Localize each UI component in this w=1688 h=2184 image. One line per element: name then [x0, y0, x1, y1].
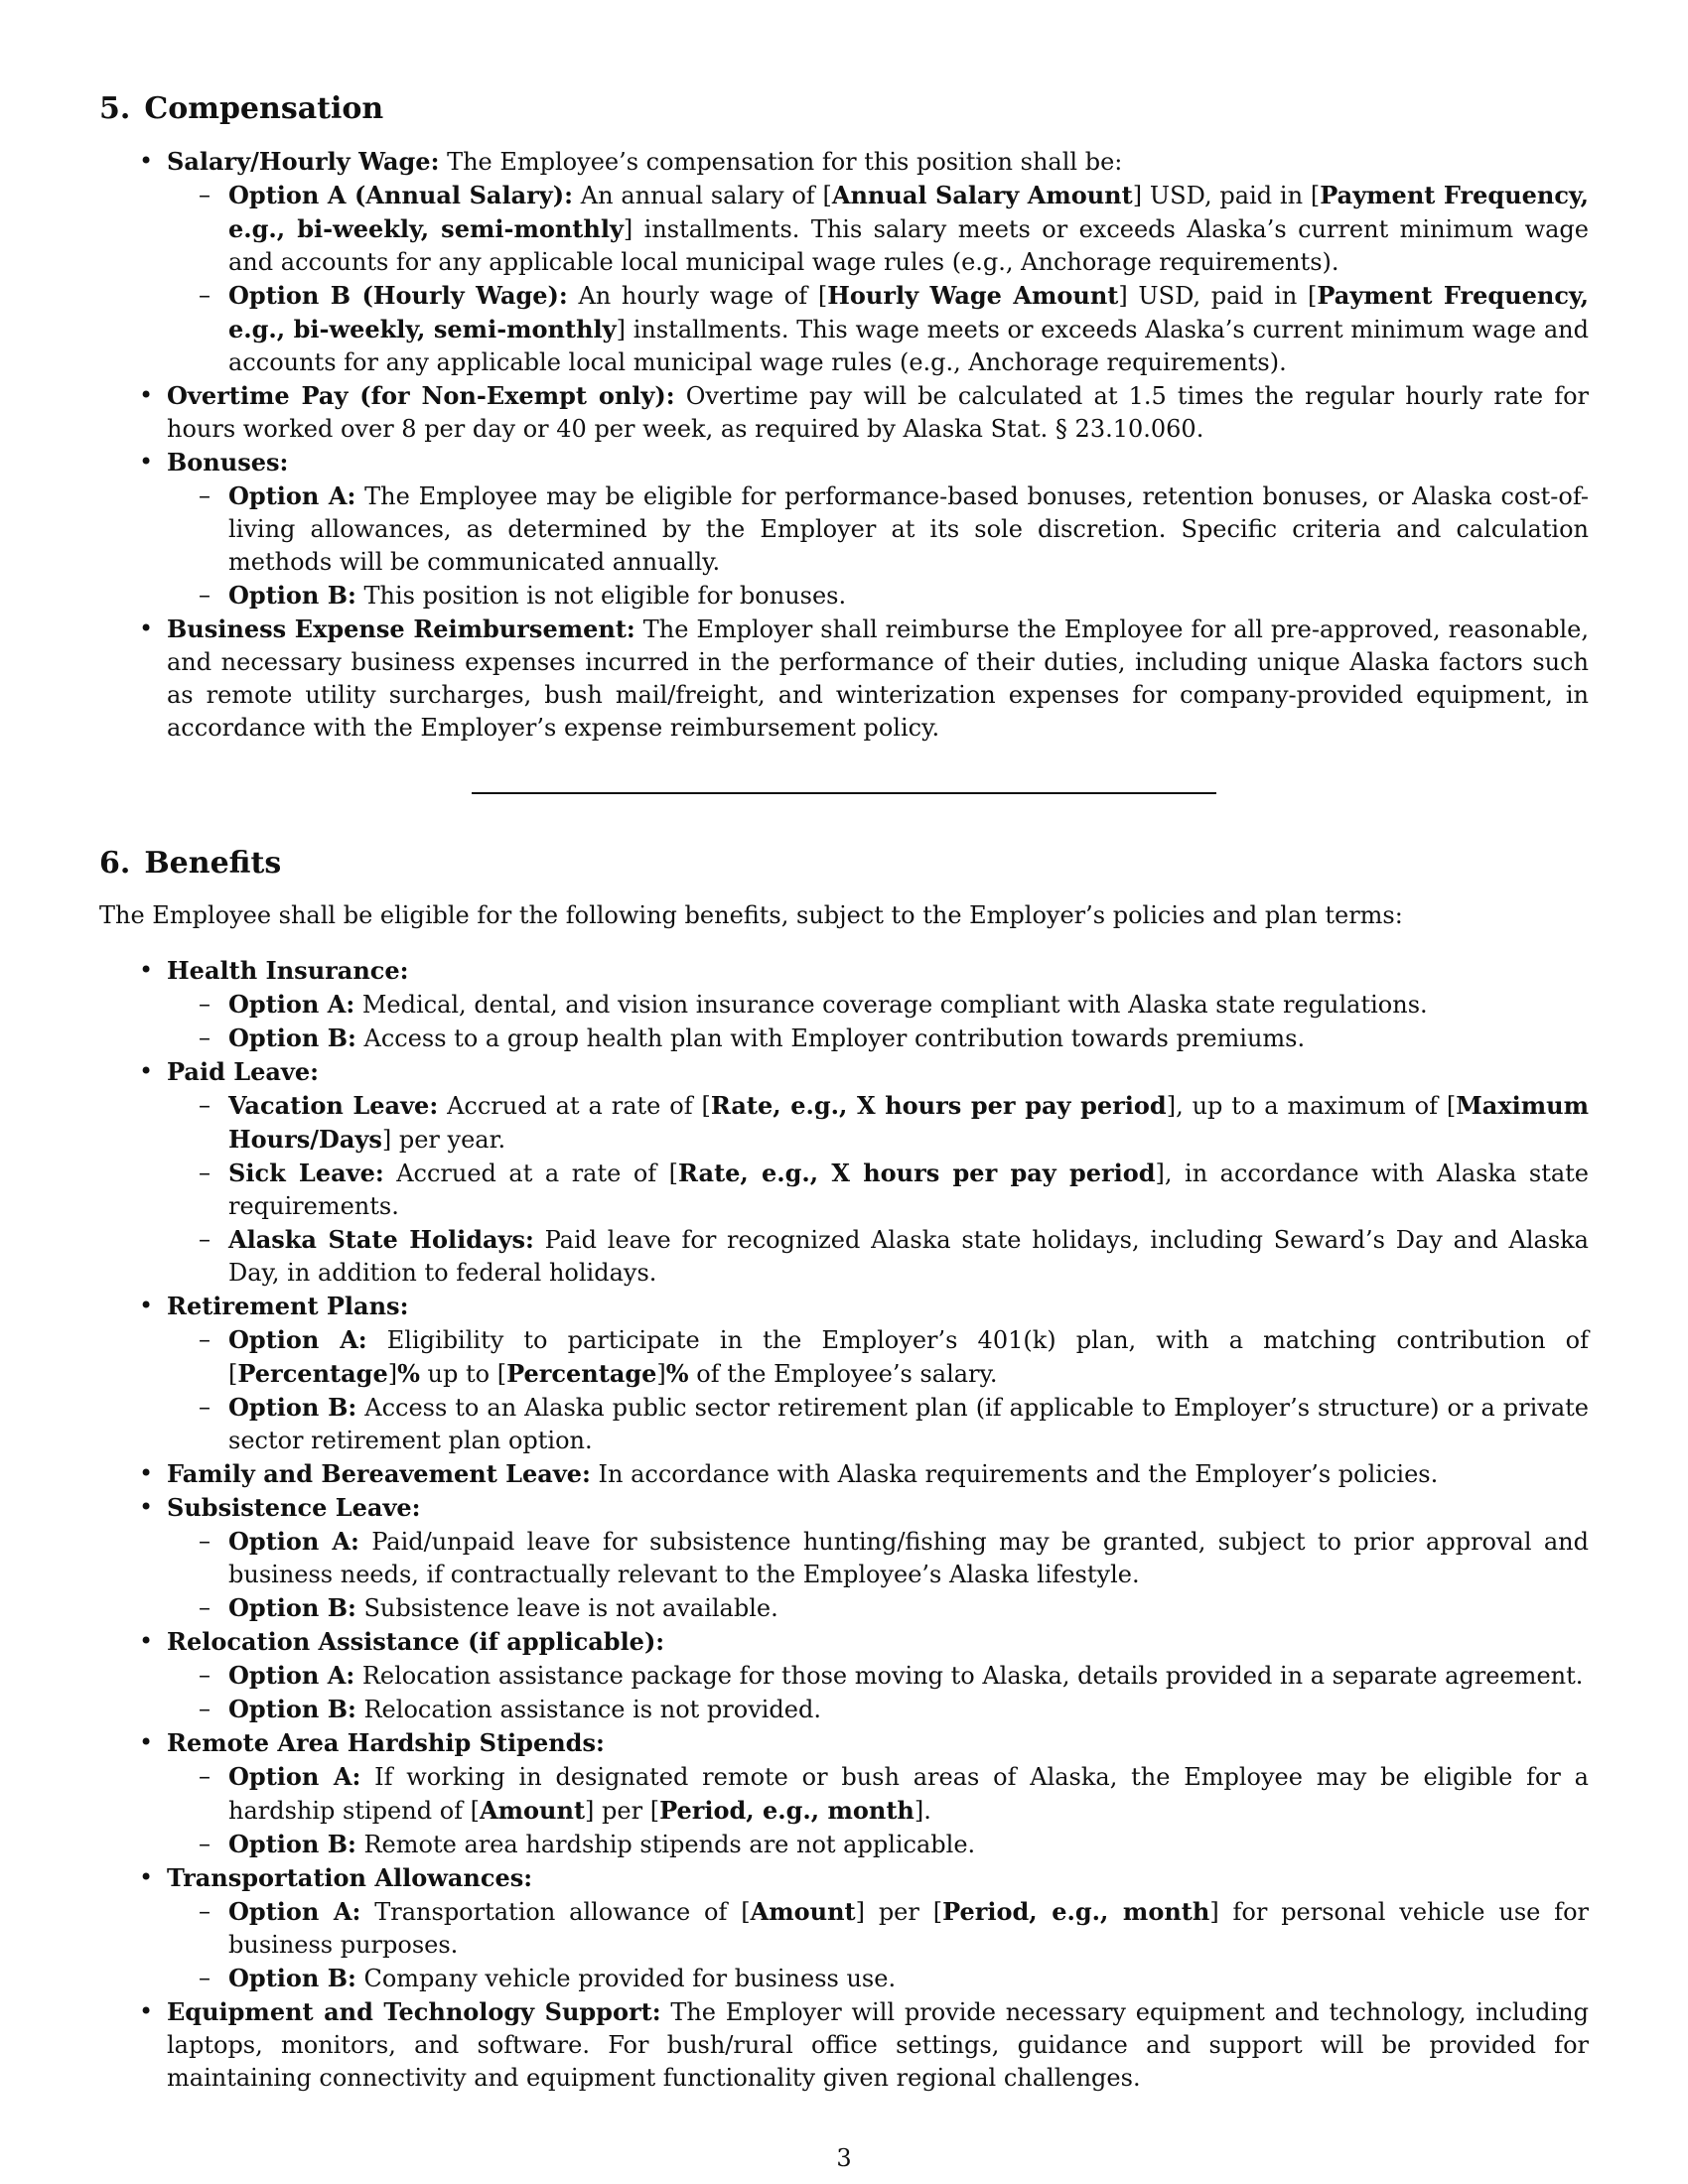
relocation-option-a: – Option A: Relocation assistance package for those moving to Alaska, details provided in a separate agreement.: [228, 1659, 1589, 1693]
benefits-list: [99, 954, 1589, 2095]
list-item-health: • Health Insurance: – Option A: Medical, dental, and vision insurance coverage compliant with Alaska state regulations. – Option B: Access to a group health plan with Employer contribution towards premiums.: [167, 954, 1589, 1055]
section-heading-benefits: 6. Benefits: [99, 846, 282, 881]
bonus-options: [167, 479, 1589, 613]
list-item-subsistence: • Subsistence Leave: – Option A: Paid/unpaid leave for subsistence hunting/fishing may be granted, subject to prior approval and business needs, if contractually relevant to the Employee’s Alaska lifestyle. – Option B: Subsistence leave is not available.: [167, 1491, 1589, 1625]
list-item-expense: • Business Expense Reimbursement: The Employer shall reimburse the Employee for all pre-approved, reasonable, and necessary business expenses incurred in the performance of their duties, including unique Alaska factors such as remote utility surcharges, bush mail/freight, and winterization expenses for company-provided equipment, in accordance with the Employer’s expense reimbursement policy.: [167, 613, 1589, 745]
sick-leave: – Sick Leave: Accrued at a rate of [Rate, e.g., X hours per pay period], in accordance with Alaska state requirements.: [228, 1157, 1589, 1223]
bonus-option-a: – Option A: The Employee may be eligible for performance-based bonuses, retention bonuses, or Alaska cost-of-living allowances, as determined by the Employer at its sole discretion. Specific criteria and calculation methods will be communicated annually.: [228, 479, 1589, 579]
horizontal-divider: [472, 792, 1216, 794]
transport-option-a: – Option A: Transportation allowance of [Amount] per [Period, e.g., month] for personal vehicle use for business purposes.: [228, 1895, 1589, 1962]
vacation-leave: – Vacation Leave: Accrued at a rate of [Rate, e.g., X hours per pay period], up to a maximum of [Maximum Hours/Days] per year.: [228, 1089, 1589, 1157]
compensation-list: [99, 145, 1589, 745]
list-item-bonuses: • Bonuses: – Option A: The Employee may be eligible for performance-based bonuses, retention bonuses, or Alaska cost-of-living allowances, as determined by the Employer at its sole discretion. Specific criteria and calculation methods will be communicated annually. – Option B: This position is not eligible for bonuses.: [167, 446, 1589, 613]
state-holidays: – Alaska State Holidays: Paid leave for recognized Alaska state holidays, including Seward’s Day and Alaska Day, in addition to federal holidays.: [228, 1223, 1589, 1290]
list-item-salary: • Salary/Hourly Wage: The Employee’s compensation for this position shall be: – Option A (Annual Salary): An annual salary of [Annual Salary Amount] USD, paid in [Payment Frequency, e.g., bi-weekly, semi-monthly] installments. This salary meets or exceeds Alaska’s current minimum wage and accounts for any applicable local municipal wage rules (e.g., Anchorage requirements). – Option B (Hourly Wage): An hourly wage of [Hourly Wage Amount] USD, paid in [Payment Frequency, e.g., bi-weekly, semi-monthly] installments. This wage meets or exceeds Alaska’s current minimum wage and accounts for any applicable local municipal wage rules (e.g., Anchorage requirements).: [167, 145, 1589, 379]
list-item-family-leave: • Family and Bereavement Leave: In accordance with Alaska requirements and the Employer’s policies.: [167, 1457, 1589, 1491]
list-item-relocation: • Relocation Assistance (if applicable): – Option A: Relocation assistance package for those moving to Alaska, details provided in a separate agreement. – Option B: Relocation assistance is not provided.: [167, 1625, 1589, 1726]
salary-option-b: – Option B (Hourly Wage): An hourly wage of [Hourly Wage Amount] USD, paid in [Payment Frequency, e.g., bi-weekly, semi-monthly] installments. This wage meets or exceeds Alaska’s current minimum wage and accounts for any applicable local municipal wage rules (e.g., Anchorage requirements).: [228, 279, 1589, 379]
section-heading-compensation: 5. Compensation: [99, 91, 384, 126]
subsistence-option-b: – Option B: Subsistence leave is not available.: [228, 1591, 1589, 1625]
list-item-overtime: • Overtime Pay (for Non-Exempt only): Overtime pay will be calculated at 1.5 times the regular hourly rate for hours worked over 8 per day or 40 per week, as required by Alaska Stat. § 23.10.060.: [167, 379, 1589, 446]
health-option-b: – Option B: Access to a group health plan with Employer contribution towards premiums.: [228, 1022, 1589, 1055]
subsistence-option-a: – Option A: Paid/unpaid leave for subsistence hunting/fishing may be granted, subject to prior approval and business needs, if contractually relevant to the Employee’s Alaska lifestyle.: [228, 1525, 1589, 1591]
salary-option-a: – Option A (Annual Salary): An annual salary of [Annual Salary Amount] USD, paid in [Payment Frequency, e.g., bi-weekly, semi-monthly] installments. This salary meets or exceeds Alaska’s current minimum wage and accounts for any applicable local municipal wage rules (e.g., Anchorage requirements).: [228, 179, 1589, 279]
list-item-paid-leave: • Paid Leave: – Vacation Leave: Accrued at a rate of [Rate, e.g., X hours per pay period], up to a maximum of [Maximum Hours/Days] per year. – Sick Leave: Accrued at a rate of [Rate, e.g., X hours per pay period], in accordance with Alaska state requirements. – Alaska State Holidays: Paid leave for recognized Alaska state holidays, including Seward’s Day and Alaska Day, in addition to federal holidays.: [167, 1055, 1589, 1290]
retirement-option-a: – Option A: Eligibility to participate in the Employer’s 401(k) plan, with a matching contribution of [Percentage]% up to [Percentage]% of the Employee’s salary.: [228, 1323, 1589, 1391]
relocation-option-b: – Option B: Relocation assistance is not provided.: [228, 1693, 1589, 1726]
list-item-retirement: • Retirement Plans: – Option A: Eligibility to participate in the Employer’s 401(k) plan, with a matching contribution of [Percentage]% up to [Percentage]% of the Employee’s salary. – Option B: Access to an Alaska public sector retirement plan (if applicable to Employer’s structure) or a private sector retirement plan option.: [167, 1290, 1589, 1457]
retirement-option-b: – Option B: Access to an Alaska public sector retirement plan (if applicable to Employer’s structure) or a private sector retirement plan option.: [228, 1391, 1589, 1457]
salary-options: [167, 179, 1589, 379]
list-item-equipment: • Equipment and Technology Support: The Employer will provide necessary equipment and technology, including laptops, monitors, and software. For bush/rural office settings, guidance and support will be provided for maintaining connectivity and equipment functionality given regional challenges.: [167, 1995, 1589, 2095]
list-item-transport: • Transportation Allowances: – Option A: Transportation allowance of [Amount] per [Period, e.g., month] for personal vehicle use for business purposes. – Option B: Company vehicle provided for business use.: [167, 1861, 1589, 1995]
bonus-option-b: – Option B: This position is not eligible for bonuses.: [228, 579, 1589, 613]
remote-option-b: – Option B: Remote area hardship stipends are not applicable.: [228, 1828, 1589, 1861]
health-option-a: – Option A: Medical, dental, and vision insurance coverage compliant with Alaska state regulations.: [228, 988, 1589, 1022]
list-item-remote-stipend: • Remote Area Hardship Stipends: – Option A: If working in designated remote or bush areas of Alaska, the Employee may be eligible for a hardship stipend of [Amount] per [Period, e.g., month]. – Option B: Remote area hardship stipends are not applicable.: [167, 1726, 1589, 1861]
benefits-intro: The Employee shall be eligible for the following benefits, subject to the Employer’s policies and plan terms:: [99, 901, 1403, 929]
transport-option-b: – Option B: Company vehicle provided for business use.: [228, 1962, 1589, 1995]
page-number: 3: [836, 2144, 852, 2172]
remote-option-a: – Option A: If working in designated remote or bush areas of Alaska, the Employee may be eligible for a hardship stipend of [Amount] per [Period, e.g., month].: [228, 1760, 1589, 1828]
